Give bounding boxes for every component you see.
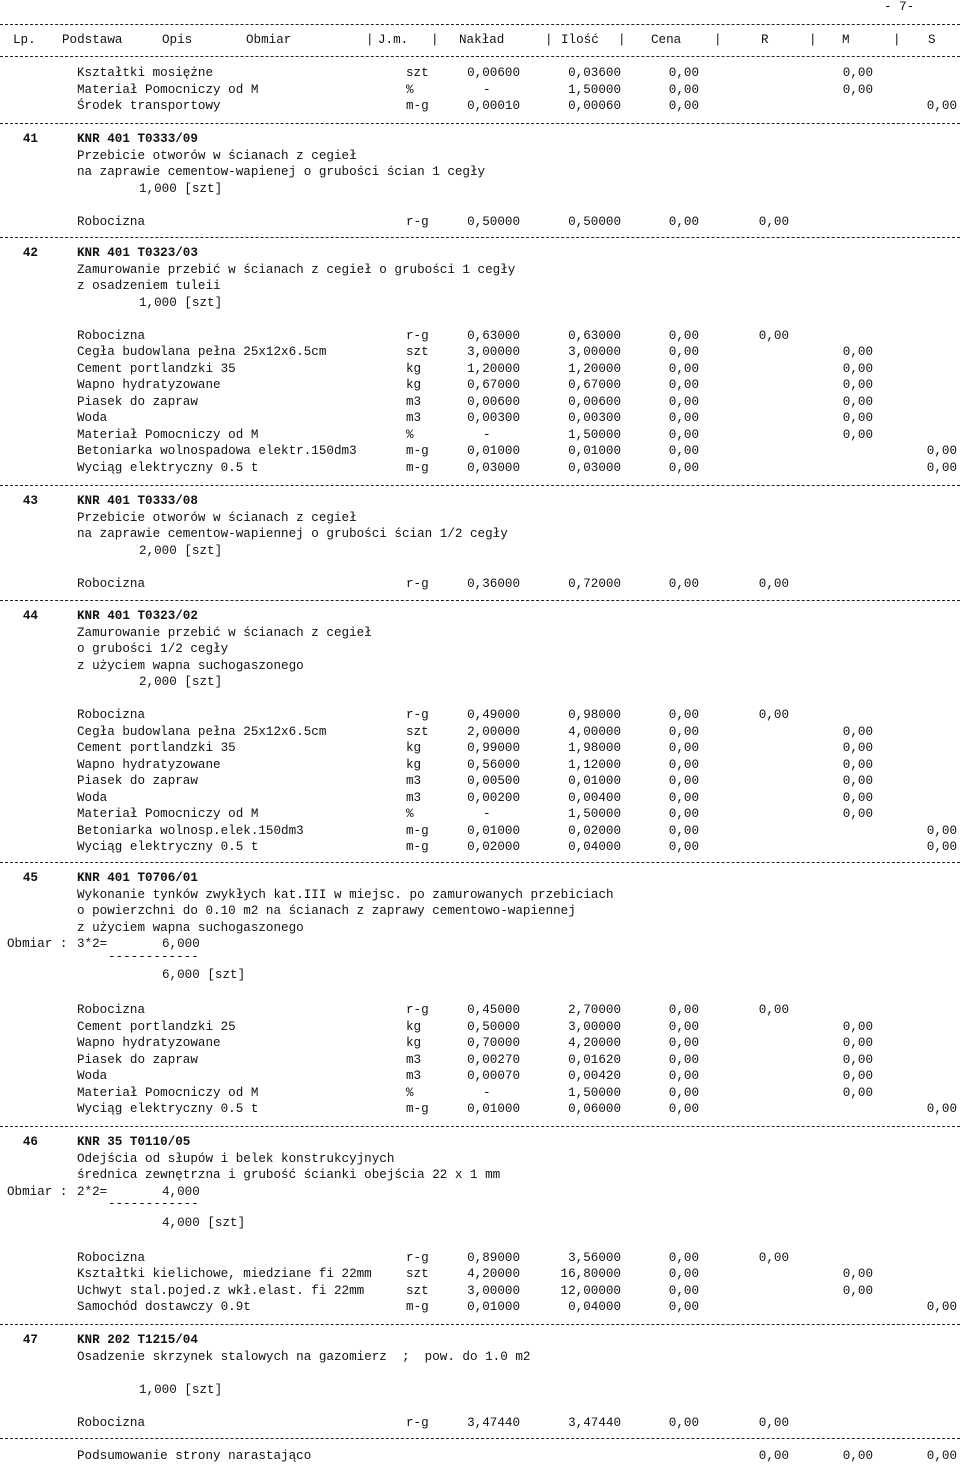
resource-naklad: 0,36000 xyxy=(467,576,520,591)
header-obmiar: Obmiar xyxy=(246,33,292,47)
resource-unit: r-g xyxy=(406,1250,429,1265)
resource-naklad: 0,01000 xyxy=(467,823,520,838)
resource-cena: 0,00 xyxy=(668,66,699,80)
resource-name: Robocizna xyxy=(77,1250,146,1265)
resource-ilosc: 1,50000 xyxy=(568,807,621,821)
item-description: na zaprawie cementow-wapienej o grubości ścian 1 cegły xyxy=(77,165,486,179)
item-quantity: 1,000 [szt] xyxy=(139,181,223,196)
header-naklad: Nakład xyxy=(459,33,505,47)
resource-ilosc: 0,50000 xyxy=(568,214,621,229)
resource-value-m: 0,00 xyxy=(842,345,873,359)
resource-cena: 0,00 xyxy=(668,411,699,425)
resource-name: Piasek do zapraw xyxy=(77,394,198,409)
resource-value-m: 0,00 xyxy=(842,1267,873,1281)
obmiar-label: Obmiar : xyxy=(7,1184,68,1199)
item-number: 43 xyxy=(22,494,38,508)
item-description: o powierzchni do 0.10 m2 na ścianach z zaprawy cementowo-wapiennej xyxy=(77,904,576,918)
resource-cena: 0,00 xyxy=(668,1003,699,1017)
resource-cena: 0,00 xyxy=(668,576,699,591)
resource-unit: % xyxy=(406,1085,414,1100)
header-column-divider: | xyxy=(366,33,374,47)
resource-value-s: 0,00 xyxy=(926,1300,957,1314)
resource-value-m: 0,00 xyxy=(842,1052,873,1067)
header-column-divider: | xyxy=(545,33,553,47)
separator-line xyxy=(0,237,960,238)
resource-naklad: 0,56000 xyxy=(467,757,520,772)
resource-naklad: 0,67000 xyxy=(467,378,520,392)
item-quantity: 4,000 [szt] xyxy=(162,1215,246,1230)
resource-cena: 0,00 xyxy=(668,708,699,722)
page-number: - 7- xyxy=(884,0,915,14)
resource-naklad: 0,00010 xyxy=(467,99,520,113)
resource-ilosc: 0,06000 xyxy=(568,1102,621,1116)
resource-name: Robocizna xyxy=(77,1003,146,1017)
item-code: KNR 401 T0706/01 xyxy=(77,871,198,885)
resource-cena: 0,00 xyxy=(668,427,699,442)
resource-ilosc: 3,00000 xyxy=(568,1019,621,1034)
resource-naklad: 0,00270 xyxy=(467,1052,520,1067)
resource-unit: r-g xyxy=(406,328,429,343)
resource-unit: r-g xyxy=(406,708,429,722)
obmiar-value: 4,000 xyxy=(162,1184,200,1199)
item-description: Zamurowanie przebić w ścianach z cegieł xyxy=(77,625,372,640)
item-description: Osadzenie skrzynek stalowych na gazomierz ; pow. do 1.0 m2 xyxy=(77,1349,531,1364)
item-code: KNR 401 T0333/09 xyxy=(77,132,198,146)
resource-unit: kg xyxy=(406,741,422,755)
resource-naklad: 0,63000 xyxy=(467,328,520,343)
resource-ilosc: 0,04000 xyxy=(568,1300,621,1314)
resource-ilosc: 3,00000 xyxy=(568,345,621,359)
resource-unit: r-g xyxy=(406,1415,429,1430)
header-column-divider: | xyxy=(431,33,439,47)
resource-cena: 0,00 xyxy=(668,99,699,113)
resource-value-m: 0,00 xyxy=(842,1283,873,1298)
header-m: M xyxy=(842,33,850,47)
resource-unit: kg xyxy=(406,1019,422,1034)
resource-ilosc: 0,01620 xyxy=(568,1052,621,1067)
item-description: na zaprawie cementow-wapiennej o grubości ścian 1/2 cegły xyxy=(77,527,508,541)
resource-naklad: 0,00600 xyxy=(467,66,520,80)
resource-cena: 0,00 xyxy=(668,345,699,359)
item-code: KNR 35 T0110/05 xyxy=(77,1135,191,1149)
resource-ilosc: 0,63000 xyxy=(568,328,621,343)
resource-naklad: 4,20000 xyxy=(467,1267,520,1281)
resource-naklad: 0,00600 xyxy=(467,394,520,409)
resource-naklad: 0,50000 xyxy=(467,1019,520,1034)
resource-ilosc: 16,80000 xyxy=(560,1267,621,1281)
resource-value-m: 0,00 xyxy=(842,741,873,755)
page-summary-r: 0,00 xyxy=(758,1449,789,1463)
header-lp: Lp. xyxy=(13,33,36,47)
resource-unit: m3 xyxy=(406,790,422,805)
resource-value-m: 0,00 xyxy=(842,82,873,97)
obmiar-expression: 2*2= xyxy=(77,1184,108,1199)
resource-ilosc: 4,00000 xyxy=(568,724,621,739)
resource-name: Robocizna xyxy=(77,1415,146,1430)
resource-name: Robocizna xyxy=(77,708,146,722)
resource-value-m: 0,00 xyxy=(842,361,873,376)
separator-line xyxy=(0,56,960,57)
item-number: 47 xyxy=(22,1333,38,1347)
resource-unit: r-g xyxy=(406,214,429,229)
resource-value-s: 0,00 xyxy=(926,1102,957,1116)
separator-line xyxy=(0,123,960,124)
resource-unit: szt xyxy=(406,66,429,80)
resource-unit: szt xyxy=(406,1283,429,1298)
separator-line xyxy=(0,24,960,25)
resource-naklad: - xyxy=(483,1085,491,1100)
resource-cena: 0,00 xyxy=(668,328,699,343)
resource-unit: m-g xyxy=(406,823,429,838)
resource-naklad: 0,00300 xyxy=(467,411,520,425)
item-code: KNR 401 T0333/08 xyxy=(77,494,198,508)
item-description: Przebicie otworów w ścianach z cegieł xyxy=(77,148,357,163)
resource-name: Środek transportowy xyxy=(77,99,221,113)
resource-value-s: 0,00 xyxy=(926,840,957,854)
resource-ilosc: 12,00000 xyxy=(560,1283,621,1298)
resource-value-m: 0,00 xyxy=(842,774,873,788)
item-number: 45 xyxy=(22,871,38,885)
item-description: Odejścia od słupów i belek konstrukcyjnych xyxy=(77,1151,395,1166)
resource-unit: szt xyxy=(406,724,429,739)
resource-naklad: 0,45000 xyxy=(467,1003,520,1017)
item-number: 41 xyxy=(22,132,38,146)
resource-name: Wapno hydratyzowane xyxy=(77,1036,221,1050)
resource-naklad: 0,49000 xyxy=(467,708,520,722)
item-number: 44 xyxy=(22,609,38,623)
resource-ilosc: 0,03600 xyxy=(568,66,621,80)
header-opis: Opis xyxy=(162,33,193,47)
resource-naklad: - xyxy=(483,82,491,97)
resource-unit: kg xyxy=(406,378,422,392)
resource-cena: 0,00 xyxy=(668,724,699,739)
resource-name: Piasek do zapraw xyxy=(77,774,198,788)
resource-cena: 0,00 xyxy=(668,840,699,854)
resource-name: Cement portlandzki 35 xyxy=(77,741,236,755)
resource-unit: % xyxy=(406,82,414,97)
resource-cena: 0,00 xyxy=(668,757,699,772)
resource-cena: 0,00 xyxy=(668,790,699,805)
header-column-divider: | xyxy=(714,33,722,47)
item-description: Wykonanie tynków zwykłych kat.III w miejsc. po zamurowanych przebiciach xyxy=(77,887,614,902)
resource-ilosc: 0,00420 xyxy=(568,1069,621,1083)
resource-cena: 0,00 xyxy=(668,1102,699,1116)
resource-value-m: 0,00 xyxy=(842,66,873,80)
resource-unit: szt xyxy=(406,345,429,359)
resource-value-s: 0,00 xyxy=(926,823,957,838)
resource-value-r: 0,00 xyxy=(758,708,789,722)
resource-name: Robocizna xyxy=(77,214,146,229)
resource-value-r: 0,00 xyxy=(758,576,789,591)
item-number: 42 xyxy=(22,246,38,260)
resource-ilosc: 1,50000 xyxy=(568,82,621,97)
header-column-divider: | xyxy=(618,33,626,47)
resource-ilosc: 0,00300 xyxy=(568,411,621,425)
resource-unit: m3 xyxy=(406,394,422,409)
resource-cena: 0,00 xyxy=(668,807,699,821)
resource-value-s: 0,00 xyxy=(926,99,957,113)
resource-naklad: 0,02000 xyxy=(467,840,520,854)
resource-naklad: 0,03000 xyxy=(467,460,520,475)
item-quantity: 6,000 [szt] xyxy=(162,968,246,982)
resource-cena: 0,00 xyxy=(668,1300,699,1314)
resource-value-m: 0,00 xyxy=(842,1036,873,1050)
separator-line xyxy=(0,862,960,863)
resource-name: Materiał Pomocniczy od M xyxy=(77,82,259,97)
resource-name: Materiał Pomocniczy od M xyxy=(77,427,259,442)
resource-value-m: 0,00 xyxy=(842,378,873,392)
item-quantity: 2,000 [szt] xyxy=(139,675,223,689)
resource-unit: m3 xyxy=(406,1069,422,1083)
resource-cena: 0,00 xyxy=(668,1019,699,1034)
item-description: z użyciem wapna suchogaszonego xyxy=(77,658,304,673)
resource-value-r: 0,00 xyxy=(758,1003,789,1017)
resource-value-r: 0,00 xyxy=(758,214,789,229)
resource-ilosc: 1,12000 xyxy=(568,757,621,772)
resource-ilosc: 0,04000 xyxy=(568,840,621,854)
resource-name: Cement portlandzki 25 xyxy=(77,1019,236,1034)
separator-line xyxy=(0,485,960,486)
resource-cena: 0,00 xyxy=(668,82,699,97)
resource-ilosc: 0,03000 xyxy=(568,460,621,475)
resource-name: Materiał Pomocniczy od M xyxy=(77,1085,259,1100)
item-description: o grubości 1/2 cegły xyxy=(77,642,229,656)
header-jm: J.m. xyxy=(378,33,409,47)
resource-value-r: 0,00 xyxy=(758,328,789,343)
resource-name: Cement portlandzki 35 xyxy=(77,361,236,376)
item-description: z osadzeniem tuleii xyxy=(77,279,221,293)
resource-naklad: - xyxy=(483,427,491,442)
resource-unit: m-g xyxy=(406,460,429,475)
resource-unit: m-g xyxy=(406,99,429,113)
resource-name: Wyciąg elektryczny 0.5 t xyxy=(77,840,259,854)
resource-naklad: 0,00070 xyxy=(467,1069,520,1083)
resource-ilosc: 3,56000 xyxy=(568,1250,621,1265)
resource-ilosc: 2,70000 xyxy=(568,1003,621,1017)
resource-value-m: 0,00 xyxy=(842,757,873,772)
resource-name: Wyciąg elektryczny 0.5 t xyxy=(77,1102,259,1116)
resource-name: Wyciąg elektryczny 0.5 t xyxy=(77,460,259,475)
resource-ilosc: 0,00400 xyxy=(568,790,621,805)
resource-naklad: 0,00200 xyxy=(467,790,520,805)
resource-unit: m3 xyxy=(406,774,422,788)
resource-cena: 0,00 xyxy=(668,823,699,838)
resource-value-s: 0,00 xyxy=(926,444,957,458)
resource-ilosc: 1,50000 xyxy=(568,1085,621,1100)
resource-value-m: 0,00 xyxy=(842,724,873,739)
resource-unit: m-g xyxy=(406,444,429,458)
resource-cena: 0,00 xyxy=(668,774,699,788)
separator-line xyxy=(0,600,960,601)
resource-unit: m-g xyxy=(406,1102,429,1116)
item-code: KNR 401 T0323/02 xyxy=(77,609,198,623)
resource-value-m: 0,00 xyxy=(842,394,873,409)
resource-unit: % xyxy=(406,427,414,442)
separator-line xyxy=(0,1126,960,1127)
resource-name: Betoniarka wolnosp.elek.150dm3 xyxy=(77,823,304,838)
resource-cena: 0,00 xyxy=(668,741,699,755)
header-r: R xyxy=(761,33,769,47)
resource-name: Robocizna xyxy=(77,328,146,343)
header-cena: Cena xyxy=(651,33,682,47)
resource-naklad: 0,99000 xyxy=(467,741,520,755)
resource-naklad: 2,00000 xyxy=(467,724,520,739)
resource-name: Woda xyxy=(77,790,108,805)
resource-value-m: 0,00 xyxy=(842,1085,873,1100)
resource-name: Samochód dostawczy 0.9t xyxy=(77,1300,251,1314)
resource-value-m: 0,00 xyxy=(842,1069,873,1083)
resource-cena: 0,00 xyxy=(668,394,699,409)
resource-name: Wapno hydratyzowane xyxy=(77,378,221,392)
resource-ilosc: 0,01000 xyxy=(568,444,621,458)
resource-ilosc: 1,50000 xyxy=(568,427,621,442)
resource-value-m: 0,00 xyxy=(842,427,873,442)
page-summary-m: 0,00 xyxy=(842,1449,873,1463)
header-podstawa: Podstawa xyxy=(62,33,123,47)
resource-unit: szt xyxy=(406,1267,429,1281)
header-column-divider: | xyxy=(893,33,901,47)
resource-ilosc: 1,20000 xyxy=(568,361,621,376)
resource-unit: r-g xyxy=(406,576,429,591)
resource-cena: 0,00 xyxy=(668,1283,699,1298)
header-s: S xyxy=(928,33,936,47)
resource-cena: 0,00 xyxy=(668,1415,699,1430)
resource-name: Cegła budowlana pełna 25x12x6.5cm xyxy=(77,724,327,739)
resource-cena: 0,00 xyxy=(668,378,699,392)
resource-value-m: 0,00 xyxy=(842,1019,873,1034)
obmiar-expression: 3*2= xyxy=(77,937,108,951)
resource-cena: 0,00 xyxy=(668,1267,699,1281)
header-ilosc: Ilość xyxy=(561,33,599,47)
item-description: Zamurowanie przebić w ścianach z cegieł o grubości 1 cegły xyxy=(77,262,516,277)
resource-value-s: 0,00 xyxy=(926,460,957,475)
resource-name: Kształtki kielichowe, miedziane fi 22mm xyxy=(77,1267,372,1281)
resource-name: Uchwyt stal.pojed.z wkł.elast. fi 22mm xyxy=(77,1283,365,1298)
resource-ilosc: 0,72000 xyxy=(568,576,621,591)
resource-ilosc: 0,02000 xyxy=(568,823,621,838)
resource-naklad: 0,70000 xyxy=(467,1036,520,1050)
resource-unit: kg xyxy=(406,1036,422,1050)
resource-naklad: 0,01000 xyxy=(467,1300,520,1314)
resource-cena: 0,00 xyxy=(668,1036,699,1050)
resource-naklad: 0,01000 xyxy=(467,1102,520,1116)
resource-unit: m-g xyxy=(406,1300,429,1314)
resource-ilosc: 0,00600 xyxy=(568,394,621,409)
item-code: KNR 202 T1215/04 xyxy=(77,1333,198,1347)
resource-cena: 0,00 xyxy=(668,1069,699,1083)
resource-name: Robocizna xyxy=(77,576,146,591)
item-description: średnica zewnętrzna i grubość ścianki obejścia 22 x 1 mm xyxy=(77,1168,501,1182)
item-description: z użyciem wapna suchogaszonego xyxy=(77,920,304,935)
resource-value-m: 0,00 xyxy=(842,790,873,805)
item-quantity: 2,000 [szt] xyxy=(139,543,223,558)
obmiar-value: 6,000 xyxy=(162,937,200,951)
obmiar-sum-line: ------------ xyxy=(108,949,199,964)
resource-name: Piasek do zapraw xyxy=(77,1052,198,1067)
resource-ilosc: 0,00060 xyxy=(568,99,621,113)
resource-value-m: 0,00 xyxy=(842,807,873,821)
resource-naklad: 3,00000 xyxy=(467,1283,520,1298)
item-number: 46 xyxy=(22,1135,38,1149)
resource-unit: r-g xyxy=(406,1003,429,1017)
resource-cena: 0,00 xyxy=(668,460,699,475)
resource-naklad: 0,00500 xyxy=(467,774,520,788)
resource-value-r: 0,00 xyxy=(758,1415,789,1430)
separator-line xyxy=(0,1324,960,1325)
item-code: KNR 401 T0323/03 xyxy=(77,246,198,260)
resource-unit: m3 xyxy=(406,1052,422,1067)
resource-naklad: 3,47440 xyxy=(467,1415,520,1430)
obmiar-label: Obmiar : xyxy=(7,937,68,951)
resource-naklad: 0,89000 xyxy=(467,1250,520,1265)
resource-unit: kg xyxy=(406,757,422,772)
resource-ilosc: 0,01000 xyxy=(568,774,621,788)
resource-naklad: 0,50000 xyxy=(467,214,520,229)
resource-ilosc: 0,67000 xyxy=(568,378,621,392)
item-description: Przebicie otworów w ścianach z cegieł xyxy=(77,510,357,525)
page-summary-s: 0,00 xyxy=(926,1449,957,1463)
resource-value-r: 0,00 xyxy=(758,1250,789,1265)
resource-unit: m-g xyxy=(406,840,429,854)
page-summary-label: Podsumowanie strony narastająco xyxy=(77,1449,312,1463)
resource-name: Woda xyxy=(77,411,108,425)
resource-ilosc: 1,98000 xyxy=(568,741,621,755)
resource-name: Kształtki mosiężne xyxy=(77,66,214,80)
resource-cena: 0,00 xyxy=(668,444,699,458)
resource-unit: m3 xyxy=(406,411,422,425)
resource-cena: 0,00 xyxy=(668,1085,699,1100)
resource-name: Woda xyxy=(77,1069,108,1083)
resource-cena: 0,00 xyxy=(668,361,699,376)
resource-name: Materiał Pomocniczy od M xyxy=(77,807,259,821)
resource-cena: 0,00 xyxy=(668,1052,699,1067)
resource-naklad: 1,20000 xyxy=(467,361,520,376)
resource-name: Betoniarka wolnospadowa elektr.150dm3 xyxy=(77,444,357,458)
separator-line xyxy=(0,1438,960,1439)
resource-ilosc: 4,20000 xyxy=(568,1036,621,1050)
item-quantity: 1,000 [szt] xyxy=(139,295,223,310)
resource-naklad: 0,01000 xyxy=(467,444,520,458)
resource-unit: kg xyxy=(406,361,422,376)
resource-cena: 0,00 xyxy=(668,1250,699,1265)
obmiar-sum-line: ------------ xyxy=(108,1197,199,1211)
resource-ilosc: 0,98000 xyxy=(568,708,621,722)
resource-cena: 0,00 xyxy=(668,214,699,229)
resource-unit: % xyxy=(406,807,414,821)
resource-ilosc: 3,47440 xyxy=(568,1415,621,1430)
resource-value-m: 0,00 xyxy=(842,411,873,425)
resource-naklad: 3,00000 xyxy=(467,345,520,359)
resource-name: Cegła budowlana pełna 25x12x6.5cm xyxy=(77,345,327,359)
resource-name: Wapno hydratyzowane xyxy=(77,757,221,772)
header-column-divider: | xyxy=(809,33,817,47)
resource-naklad: - xyxy=(483,807,491,821)
item-quantity: 1,000 [szt] xyxy=(139,1382,223,1397)
